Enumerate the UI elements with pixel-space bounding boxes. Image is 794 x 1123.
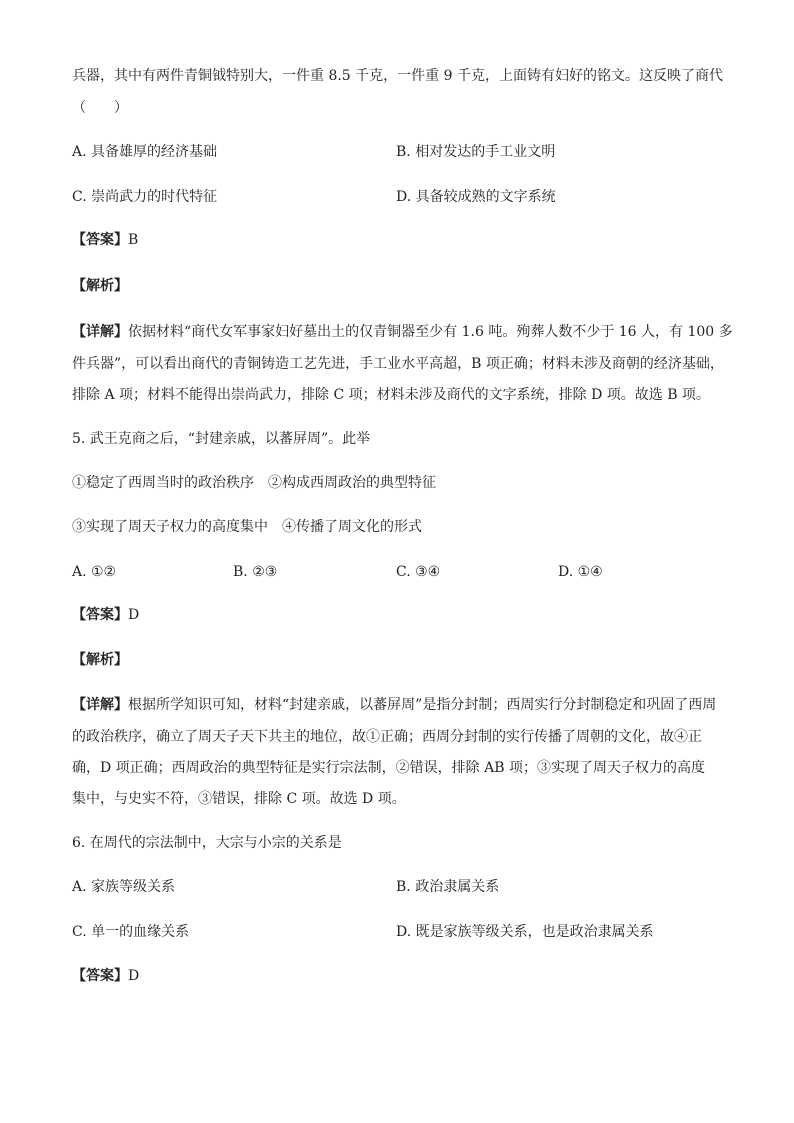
q4-option-d: D. 具备较成熟的文字系统 [396, 189, 556, 205]
q5-option-d: D. ①④ [558, 564, 603, 580]
q5-detail-line1 [72, 695, 716, 715]
q4-detail-line1 [72, 322, 733, 342]
q5-detail-text1: 根据所学知识可知，材料“封建亲戚，以蕃屏周”是指分封制；西周实行分封制稳定和巩固了西周 [128, 697, 717, 713]
q5-answer-value: D [128, 607, 140, 623]
q4-stem-line2: （ ） [72, 100, 128, 116]
q4-detail-line2: 件兵器”，可以看出商代的青铜铸造工艺先进，手工业水平高超，B 项正确；材料未涉及商朝的经济基础， [72, 356, 724, 372]
q6-answer-value: D [128, 968, 140, 984]
q6-option-a: A. 家族等级关系 [72, 879, 176, 895]
q4-answer-value: B [128, 232, 139, 248]
q4-option-a: A. 具备雄厚的经济基础 [72, 144, 218, 160]
q6-option-d: D. 既是家族等级关系，也是政治隶属关系 [396, 924, 654, 940]
q4-option-b: B. 相对发达的手工业文明 [396, 144, 556, 160]
q4-option-c: C. 崇尚武力的时代特征 [72, 189, 218, 205]
q6-option-b: B. 政治隶属关系 [396, 879, 500, 895]
q6-answer-label: 【答案】 [72, 968, 128, 984]
q5-answer-label: 【答案】 [72, 607, 128, 623]
q6-option-c: C. 单一的血缘关系 [72, 924, 190, 940]
q5-detail-label: 【详解】 [72, 697, 128, 713]
q5-answer [72, 605, 139, 625]
q5-detail-line3: 确，D 项正确；西周政治的典型特征是实行宗法制，②错误，排除 AB 项；③实现了周天子权力的高度 [72, 760, 705, 776]
q5-option-c: C. ③④ [396, 564, 441, 580]
q4-answer [72, 230, 138, 250]
q4-detail-text1: 依据材料“商代女军事家妇好墓出土的仅青铜器至少有 1.6 吨。殉葬人数不少于 16 人，有 100 多 [128, 324, 733, 340]
q5-items-line2: ③实现了周天子权力的高度集中 ④传播了周文化的形式 [72, 519, 422, 535]
q5-items-line1: ①稳定了西周当时的政治秩序 ②构成西周政治的典型特征 [72, 475, 436, 491]
q5-option-b: B. ②③ [233, 564, 278, 580]
q4-stem-line1: 兵器，其中有两件青铜钺特别大，一件重 8.5 千克，一件重 9 千克，上面铸有妇好的铭文。这反映了商代 [72, 68, 723, 84]
q4-detail-line3: 排除 A 项；材料不能得出崇尚武力，排除 C 项；材料未涉及商代的文字系统，排除 D 项。故选 B 项。 [72, 387, 710, 403]
q6-stem: 6. 在周代的宗法制中，大宗与小宗的关系是 [72, 835, 342, 851]
q5-detail-line2: 的政治秩序，确立了周天子天下共主的地位，故①正确；西周分封制的实行传播了周朝的文化，故④正 [72, 729, 702, 745]
q6-answer [72, 966, 139, 986]
q5-stem: 5. 武王克商之后，“封建亲戚，以蕃屏周”。此举 [72, 431, 371, 447]
q4-detail-label: 【详解】 [72, 324, 128, 340]
q5-detail-line4: 集中，与史实不符，③错误，排除 C 项。故选 D 项。 [72, 791, 406, 807]
q4-answer-label: 【答案】 [72, 232, 128, 248]
q5-analysis-label: 【解析】 [72, 652, 128, 668]
q5-option-a: A. ①② [72, 564, 117, 580]
q4-analysis-label: 【解析】 [72, 278, 128, 294]
